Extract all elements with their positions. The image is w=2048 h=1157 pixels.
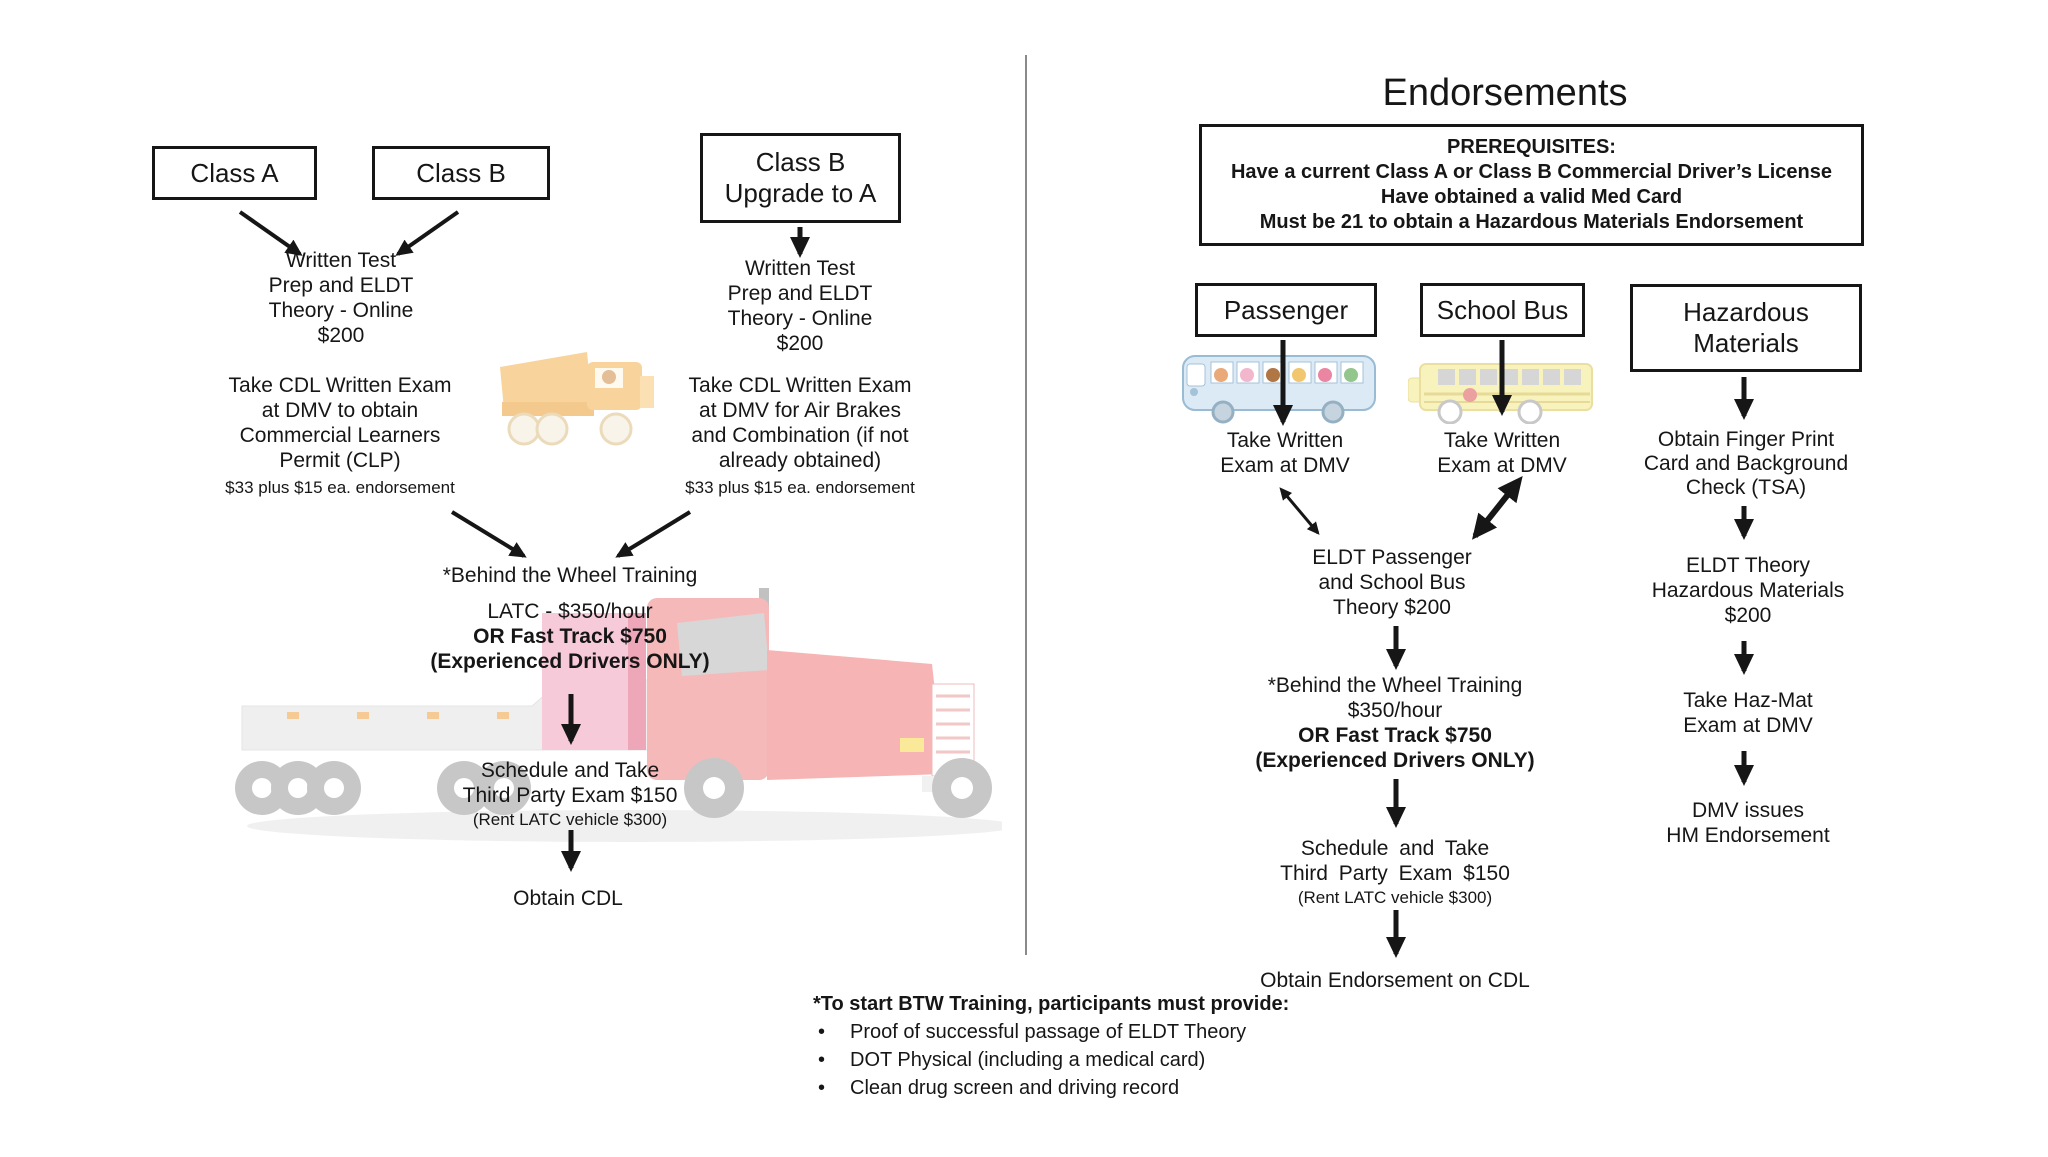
footnote-item [813,1022,1289,1043]
text-line: LATC - $350/hour [487,600,653,623]
school-bus-label: School Bus [1436,294,1569,325]
text-line: $200 [317,324,365,347]
text-line: HM Endorsement [1666,824,1830,847]
text-line: Theory $200 [1333,596,1451,619]
fingerprint-text [1644,428,1848,500]
text-line-bold: (Experienced Drivers ONLY) [1255,749,1535,772]
upgrade-label-line: Upgrade to A [724,178,877,208]
text-line: Permit (CLP) [279,449,401,472]
class-b-box [372,146,550,200]
cdl-exam-airbrakes-text [685,373,915,498]
text-line: already obtained) [718,449,882,472]
hazmat-label-line: Hazardous [1683,297,1809,327]
text-line: $350/hour [1347,699,1443,722]
endorsements-title: Endorsements [1382,72,1628,114]
text-line: at DMV for Air Brakes [699,399,901,422]
text-line: Take Written [1226,429,1344,452]
fee-note: $33 plus $15 ea. endorsement [225,478,455,497]
prereq-line: Have obtained a valid Med Card [1380,186,1683,208]
prereq-line: PREREQUISITES: [1447,136,1616,158]
text-line: Written Test [744,257,856,280]
text-line: Theory - Online [727,307,873,330]
text-line: Check (TSA) [1685,476,1807,499]
take-written-exam-school [1437,428,1567,478]
third-party-exam-text [463,758,678,830]
footnote-item [813,1078,1289,1099]
endorsement-third-party-text [1280,836,1510,908]
footnote-item-text: DOT Physical (including a medical card) [850,1049,1206,1071]
hazmat-exam-text [1683,688,1813,738]
text-line: Schedule and Take [480,759,660,782]
text-line: Schedule and Take [1300,837,1490,860]
text-line: Third Party Exam $150 [462,784,678,807]
upgrade-label-line: Class B [755,147,846,177]
class-a-box [152,146,317,200]
text-line: Take Haz-Mat [1683,689,1813,712]
text-line: and School Bus [1318,571,1466,594]
text-line: $200 [1724,604,1772,627]
footnote-item-text: Proof of successful passage of ELDT Theory [850,1021,1247,1043]
passenger-box [1195,283,1377,337]
footnote-title: *To start BTW Training, participants must provide: [813,993,1290,1015]
prereq-line: Must be 21 to obtain a Hazardous Materials Endorsement [1259,211,1804,233]
obtain-cdl-text: Obtain CDL [513,887,623,910]
bullet-icon: • [818,1049,826,1071]
hazardous-materials-box [1630,284,1862,372]
text-line-bold: OR Fast Track $750 [473,625,667,648]
text-line: Third Party Exam $150 [1280,862,1510,885]
text-line: Exam at DMV [1220,454,1350,477]
text-line: Take CDL Written Exam [688,374,912,397]
text-line: Hazardous Materials [1651,579,1845,602]
text-line: DMV issues [1691,799,1805,822]
text-line: Take CDL Written Exam [228,374,452,397]
text-line: *Behind the Wheel Training [1267,674,1523,697]
class-b-upgrade-box [700,133,901,223]
endorsement-btw-text [1255,673,1534,773]
class-a-label: Class A [190,157,279,188]
text-line: $200 [776,332,824,355]
bullet-icon: • [818,1077,826,1099]
obtain-endorsement-text: Obtain Endorsement on CDL [1260,969,1530,992]
text-line: Exam at DMV [1437,454,1567,477]
text-line: Prep and ELDT [268,274,414,297]
text-line: Exam at DMV [1683,714,1813,737]
eldt-passenger-text [1312,545,1472,620]
footnote-item [813,1050,1289,1071]
prerequisites-box [1199,124,1864,246]
btw-training-title: *Behind the Wheel Training [442,564,698,587]
eldt-hazmat-text [1652,553,1845,628]
text-line: Prep and ELDT [727,282,873,305]
text-line: ELDT Theory [1685,554,1811,577]
prereq-line: Have a current Class A or Class B Commercial Driver’s License [1230,161,1832,183]
text-line: Card and Background [1643,452,1849,475]
class-b-label: Class B [416,157,506,188]
bullet-icon: • [818,1021,826,1043]
text-line: Take Written [1443,429,1561,452]
text-line: Written Test [285,249,397,272]
text-line: and Combination (if not [691,424,909,447]
btw-footnote [813,994,1289,1106]
rent-note: (Rent LATC vehicle $300) [1297,888,1493,907]
footnote-item-text: Clean drug screen and driving record [850,1077,1180,1099]
text-line: ELDT Passenger [1312,546,1472,569]
written-test-text [269,248,414,348]
fee-note: $33 plus $15 ea. endorsement [685,478,915,497]
text-line: Theory - Online [268,299,414,322]
text-line: Obtain Finger Print [1657,428,1835,451]
dmv-issues-text [1666,798,1829,848]
text-line-bold: OR Fast Track $750 [1298,724,1492,747]
cdl-exam-clp-text [225,373,455,498]
rent-note: (Rent LATC vehicle $300) [472,810,668,829]
hazmat-label-line: Materials [1693,328,1799,358]
school-bus-box [1420,283,1585,337]
upgrade-written-test-text [728,256,873,356]
take-written-exam-passenger [1220,428,1350,478]
text-line: Commercial Learners [239,424,441,447]
btw-training-cost-text [430,599,709,674]
text-line: at DMV to obtain [261,399,419,422]
passenger-label: Passenger [1223,294,1349,325]
text-line-bold: (Experienced Drivers ONLY) [430,650,710,673]
